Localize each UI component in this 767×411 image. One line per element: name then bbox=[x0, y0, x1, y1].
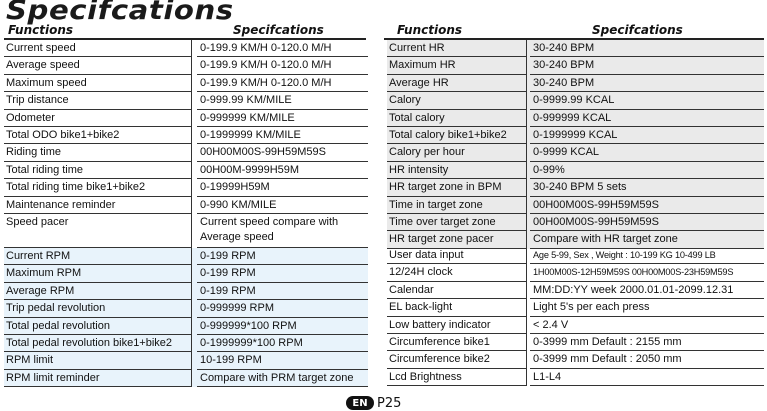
language-badge: EN bbox=[346, 396, 374, 410]
left-top-table bbox=[4, 40, 368, 248]
table-row bbox=[387, 247, 764, 264]
spec-cell: 00H00M-9999H59M bbox=[197, 162, 368, 179]
function-cell: 12/24H clock bbox=[387, 264, 527, 281]
spec-cell: 0-999999 KCAL bbox=[530, 110, 764, 127]
table-row bbox=[387, 334, 764, 351]
table-row bbox=[387, 162, 764, 179]
spec-cell: 0-199.9 KM/H 0-120.0 M/H bbox=[197, 57, 368, 74]
spec-cell: 00H00M00S-99H59M59S bbox=[530, 214, 764, 231]
right-functions-header: Functions bbox=[397, 23, 463, 37]
function-cell: Calendar bbox=[387, 282, 527, 299]
spec-cell: Compare with HR target zone bbox=[530, 231, 764, 248]
table-row bbox=[4, 283, 368, 300]
function-cell: HR target zone in BPM bbox=[387, 179, 527, 196]
spec-cell: 0-999.99 KM/MILE bbox=[197, 92, 368, 109]
table-row bbox=[4, 144, 368, 161]
function-cell: Odometer bbox=[4, 110, 192, 127]
page-number: P25 bbox=[377, 395, 402, 411]
spec-cell: 0-990 KM/MILE bbox=[197, 197, 368, 214]
table-row bbox=[4, 248, 368, 265]
table-row bbox=[387, 127, 764, 144]
function-cell: Calory bbox=[387, 92, 527, 109]
spec-cell: 0-9999 KCAL bbox=[530, 144, 764, 161]
function-cell: Trip distance bbox=[4, 92, 192, 109]
table-row bbox=[387, 282, 764, 299]
table-row bbox=[387, 317, 764, 334]
function-cell: Low battery indicator bbox=[387, 317, 527, 334]
spec-cell: 0-3999 mm Default : 2050 mm bbox=[530, 351, 764, 368]
spec-cell: 0-19999H59M bbox=[197, 179, 368, 196]
function-cell: Maximum HR bbox=[387, 57, 527, 74]
function-cell: Total riding time bike1+bike2 bbox=[4, 179, 192, 196]
table-row bbox=[4, 75, 368, 92]
left-functions-header: Functions bbox=[8, 23, 74, 37]
function-cell: Maximum RPM bbox=[4, 265, 192, 282]
table-row bbox=[4, 300, 368, 317]
spec-cell: Light 5's per each press bbox=[530, 299, 764, 316]
spec-cell: < 2.4 V bbox=[530, 317, 764, 334]
spec-cell: 0-199 RPM bbox=[197, 248, 368, 265]
function-cell: HR intensity bbox=[387, 162, 527, 179]
spec-cell: 10-199 RPM bbox=[197, 352, 368, 369]
right-top-table bbox=[387, 40, 764, 249]
table-row bbox=[4, 335, 368, 352]
spec-cell: MM:DD:YY week 2000.01.01-2099.12.31 bbox=[530, 282, 764, 299]
table-row bbox=[387, 351, 764, 368]
table-row bbox=[4, 57, 368, 74]
table-row bbox=[4, 110, 368, 127]
function-cell: Speed pacer bbox=[4, 214, 192, 248]
table-row bbox=[4, 162, 368, 179]
spec-cell: 0-199.9 KM/H 0-120.0 M/H bbox=[197, 40, 368, 57]
function-cell: Current HR bbox=[387, 40, 527, 57]
function-cell: Time over target zone bbox=[387, 214, 527, 231]
function-cell: RPM limit bbox=[4, 352, 192, 369]
spec-cell: 0-1999999 KCAL bbox=[530, 127, 764, 144]
function-cell: Current RPM bbox=[4, 248, 192, 265]
function-cell: Maximum speed bbox=[4, 75, 192, 92]
spec-cell: 30-240 BPM 5 sets bbox=[530, 179, 764, 196]
function-cell: Time in target zone bbox=[387, 197, 527, 214]
function-cell: Calory per hour bbox=[387, 144, 527, 161]
right-specs-header: Specifcations bbox=[592, 23, 683, 37]
page-title: Specifcations bbox=[6, 0, 234, 26]
table-row bbox=[387, 144, 764, 161]
spec-cell: 30-240 BPM bbox=[530, 75, 764, 92]
table-row bbox=[4, 197, 368, 214]
spec-cell: 0-999999*100 RPM bbox=[197, 318, 368, 335]
page-footer bbox=[346, 395, 401, 411]
spec-cell: 0-1999999*100 RPM bbox=[197, 335, 368, 352]
spec-cell: Compare with PRM target zone bbox=[197, 370, 368, 387]
spec-cell: 30-240 BPM bbox=[530, 40, 764, 57]
spec-cell: 0-1999999 KM/MILE bbox=[197, 127, 368, 144]
function-cell: Total calory bbox=[387, 110, 527, 127]
function-cell: Total calory bike1+bike2 bbox=[387, 127, 527, 144]
right-bottom-table bbox=[387, 247, 764, 386]
spec-cell: 0-199 RPM bbox=[197, 283, 368, 300]
spec-cell: 00H00M00S-99H59M59S bbox=[197, 144, 368, 161]
function-cell: Total riding time bbox=[4, 162, 192, 179]
table-row bbox=[387, 299, 764, 316]
function-cell: Average speed bbox=[4, 57, 192, 74]
spec-cell: 30-240 BPM bbox=[530, 57, 764, 74]
table-row bbox=[4, 370, 368, 387]
table-row bbox=[387, 214, 764, 231]
table-row bbox=[4, 265, 368, 282]
left-specs-header: Specifcations bbox=[233, 23, 324, 37]
table-row bbox=[4, 127, 368, 144]
function-cell: RPM limit reminder bbox=[4, 370, 192, 387]
function-cell: Maintenance reminder bbox=[4, 197, 192, 214]
table-row bbox=[387, 197, 764, 214]
table-row bbox=[4, 179, 368, 196]
table-row bbox=[387, 110, 764, 127]
spec-cell: 00H00M00S-99H59M59S bbox=[530, 197, 764, 214]
function-cell: Trip pedal revolution bbox=[4, 300, 192, 317]
spec-cell: 0-199 RPM bbox=[197, 265, 368, 282]
function-cell: Circumference bike2 bbox=[387, 351, 527, 368]
table-row bbox=[4, 318, 368, 335]
spec-cell: 0-999999 RPM bbox=[197, 300, 368, 317]
table-row bbox=[387, 179, 764, 196]
function-cell: Lcd Brightness bbox=[387, 369, 527, 386]
table-row bbox=[4, 352, 368, 369]
function-cell: User data input bbox=[387, 247, 527, 264]
table-row bbox=[387, 40, 764, 57]
spec-cell: 0-99% bbox=[530, 162, 764, 179]
function-cell: Total pedal revolution bike1+bike2 bbox=[4, 335, 192, 352]
table-row bbox=[4, 92, 368, 109]
spec-cell: 0-199.9 KM/H 0-120.0 M/H bbox=[197, 75, 368, 92]
function-cell: Riding time bbox=[4, 144, 192, 161]
table-row bbox=[387, 92, 764, 109]
function-cell: EL back-light bbox=[387, 299, 527, 316]
spec-cell: Age 5-99, Sex , Weight : 10-199 KG 10-499 LB bbox=[530, 247, 764, 264]
table-row bbox=[387, 264, 764, 281]
table-row bbox=[387, 369, 764, 386]
left-bottom-table bbox=[4, 248, 368, 387]
function-cell: Total pedal revolution bbox=[4, 318, 192, 335]
spec-cell: 0-999999 KM/MILE bbox=[197, 110, 368, 127]
spec-cell: 0-9999.99 KCAL bbox=[530, 92, 764, 109]
function-cell: Current speed bbox=[4, 40, 192, 57]
spec-cell: 1H00M00S-12H59M59S 00H00M00S-23H59M59S bbox=[530, 264, 764, 281]
spec-cell: 0-3999 mm Default : 2155 mm bbox=[530, 334, 764, 351]
table-row bbox=[4, 214, 368, 248]
spec-cell: L1-L4 bbox=[530, 369, 764, 386]
table-row bbox=[387, 57, 764, 74]
function-cell: Circumference bike1 bbox=[387, 334, 527, 351]
function-cell: HR target zone pacer bbox=[387, 231, 527, 248]
spec-cell: Current speed compare with Average speed bbox=[197, 214, 368, 248]
table-row bbox=[387, 75, 764, 92]
function-cell: Average RPM bbox=[4, 283, 192, 300]
table-row bbox=[4, 40, 368, 57]
function-cell: Average HR bbox=[387, 75, 527, 92]
function-cell: Total ODO bike1+bike2 bbox=[4, 127, 192, 144]
